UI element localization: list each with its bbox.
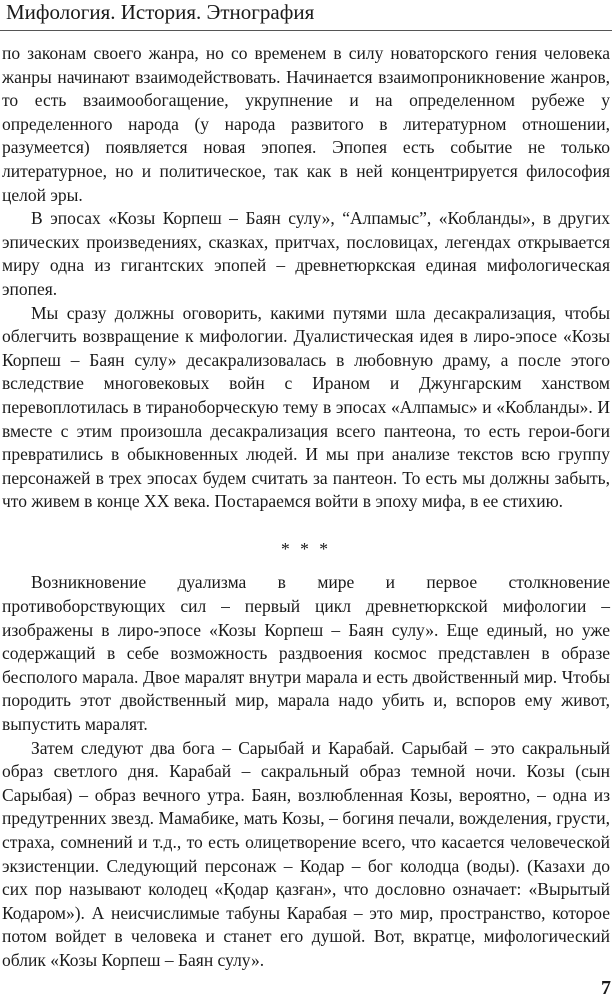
header-rule [0,30,612,31]
paragraph-continued: по законам своего жанра, но со временем в силу новаторского гения человека жанры начинают взаимодействовать. Начинается взаимопроникновение жанров, то есть взаимообогащение, укрупнение и на определенном рубеже у определенного народа (у народа развитого в литературном отношении, разумеется) появляется новая эпопея. Эпопея есть событие не только литературное, но и политическое, так как в ней концентрируется философия целой эры. [2,43,610,205]
page-number: 7 [601,977,611,999]
running-header: Мифология. История. Этнография [6,0,315,24]
paragraph: Мы сразу должны оговорить, какими путями шла десакрализация, чтобы облегчить возвращение к мифологии. Дуалистическая идея в лиро-эпосе «Козы Корпеш – Баян сулу» десакрализовалась в любовную драму, а после этого вследствие многовековых войн с Ираном и Джунгарским ханством перевоплотилась в тираноборческую тему в эпосах «Алпамыс» и «Кобланды». И вместе с этим произошла десакрализация всего пантеона, то есть герои-боги превратились в обыкновенных людей. И мы при анализе текстов всю группу персонажей в трех эпосах будем считать за пантеон. То есть мы должны забыть, что живем в конце XX века. Постараемся войти в эпоху мифа, в ее стихию. [2,302,610,512]
page-body [2,42,610,973]
section-separator: * * * [281,538,331,559]
paragraph: Возникновение дуализма в мире и первое столкновение противоборствующих сил – первый цикл древнетюркской мифологии – изображены в лиро-эпосе «Козы Корпеш – Баян сулу». Еще единый, но уже содержащий в себе возможность раздвоения космос представлен в образе бесполого марала. Двое маралят внутри марала и есть двойственный мир. Чтобы породить этот двойственный мир, марала надо убить и, вспоров ему живот, выпустить маралят. [2,572,610,735]
paragraph: Затем следуют два бога – Сарыбай и Карабай. Сарыбай – это сакральный образ светлого дня. Карабай – сакральный образ темной ночи. Козы (сын Сарыбая) – образ вечного утра. Баян, возлюбленная Козы, вероятно, – одна из предутренних звезд. Мамабике, мать Козы, – богиня печали, вожделения, грусти, страха, сомнений и т.д., то есть олицетворение всего, что касается человеческой экзистенции. Следующий персонаж – Кодар – бог колодца (воды). (Казахи до сих пор называют колодец «Қодар қазған», что дословно означает: «Вырытый Кодаром»). А неисчислимые табуны Карабая – это мир, пространство, которое потом войдет в человека и станет его душой. Вот, вкратце, мифологический облик «Козы Корпеш – Баян сулу». [2,737,610,970]
paragraph: В эпосах «Козы Корпеш – Баян сулу», “Алпамыс”, «Кобланды», в других эпических произведениях, сказках, притчах, пословицах, легендах открывается миру одна из гигантских эпопей – древнетюркская единая мифологическая эпопея. [2,208,610,299]
